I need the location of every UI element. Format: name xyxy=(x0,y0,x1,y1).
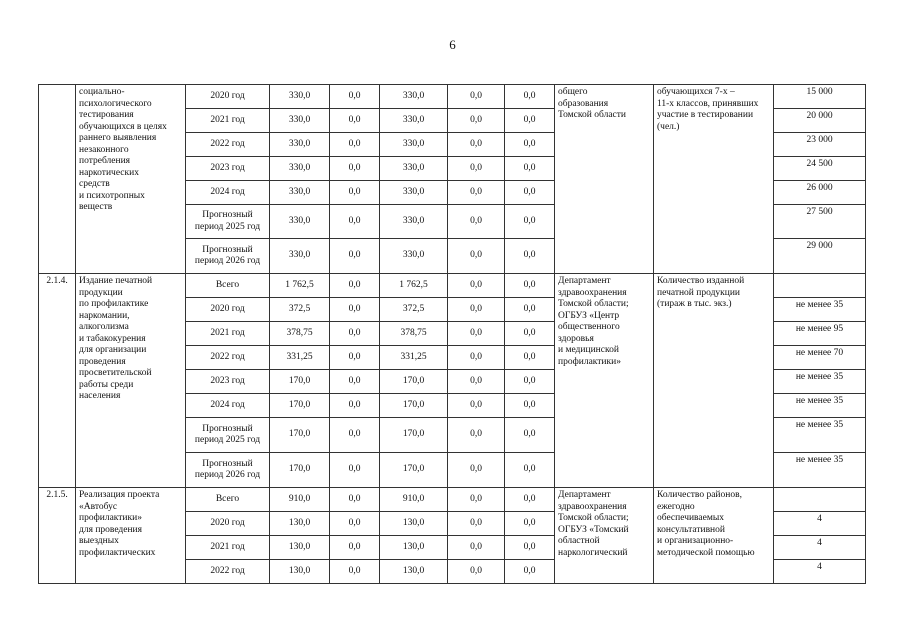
indicator-cell: Количество изданной печатной продукции (тираж в тыс. экз.) xyxy=(654,274,774,488)
period-cell: 2021 год xyxy=(186,536,270,560)
local-cell: 0,0 xyxy=(448,133,505,157)
federal-cell: 0,0 xyxy=(330,157,380,181)
regional-cell: 130,0 xyxy=(380,536,448,560)
indicator-value-cell: не менее 70 xyxy=(774,346,866,370)
total-cell: 170,0 xyxy=(270,394,330,418)
period-cell: 2021 год xyxy=(186,322,270,346)
total-cell: 170,0 xyxy=(270,418,330,453)
local-cell: 0,0 xyxy=(448,274,505,298)
period-cell: Всего xyxy=(186,274,270,298)
indicator-value-cell: не менее 95 xyxy=(774,322,866,346)
period-cell: 2021 год xyxy=(186,109,270,133)
extrabudget-cell: 0,0 xyxy=(505,298,555,322)
regional-cell: 330,0 xyxy=(380,109,448,133)
total-cell: 330,0 xyxy=(270,239,330,274)
local-cell: 0,0 xyxy=(448,205,505,239)
extrabudget-cell: 0,0 xyxy=(505,346,555,370)
extrabudget-cell: 0,0 xyxy=(505,488,555,512)
period-cell: 2024 год xyxy=(186,181,270,205)
indicator-value-cell: 24 500 xyxy=(774,157,866,181)
extrabudget-cell: 0,0 xyxy=(505,512,555,536)
executor-cell: Департамент здравоохранения Томской области; ОГБУЗ «Центр общественного здоровья и медицинской профилактики» xyxy=(555,274,654,488)
total-cell: 330,0 xyxy=(270,157,330,181)
extrabudget-cell: 0,0 xyxy=(505,205,555,239)
regional-cell: 170,0 xyxy=(380,453,448,488)
total-cell: 330,0 xyxy=(270,205,330,239)
federal-cell: 0,0 xyxy=(330,370,380,394)
period-cell: Всего xyxy=(186,488,270,512)
indicator-value-cell xyxy=(774,274,866,298)
extrabudget-cell: 0,0 xyxy=(505,453,555,488)
regional-cell: 170,0 xyxy=(380,394,448,418)
local-cell: 0,0 xyxy=(448,298,505,322)
extrabudget-cell: 0,0 xyxy=(505,536,555,560)
federal-cell: 0,0 xyxy=(330,394,380,418)
federal-cell: 0,0 xyxy=(330,274,380,298)
federal-cell: 0,0 xyxy=(330,109,380,133)
federal-cell: 0,0 xyxy=(330,298,380,322)
local-cell: 0,0 xyxy=(448,394,505,418)
regional-cell: 130,0 xyxy=(380,512,448,536)
regional-cell: 330,0 xyxy=(380,205,448,239)
indicator-value-cell: 23 000 xyxy=(774,133,866,157)
federal-cell: 0,0 xyxy=(330,239,380,274)
extrabudget-cell: 0,0 xyxy=(505,322,555,346)
total-cell: 378,75 xyxy=(270,322,330,346)
indicator-value-cell: 4 xyxy=(774,560,866,584)
federal-cell: 0,0 xyxy=(330,322,380,346)
total-cell: 372,5 xyxy=(270,298,330,322)
item-number xyxy=(39,85,76,274)
local-cell: 0,0 xyxy=(448,418,505,453)
period-cell: Прогнозный период 2025 год xyxy=(186,205,270,239)
indicator-value-cell: 26 000 xyxy=(774,181,866,205)
indicator-value-cell: 29 000 xyxy=(774,239,866,274)
indicator-value-cell xyxy=(774,488,866,512)
table-row xyxy=(39,488,866,512)
indicator-value-cell: не менее 35 xyxy=(774,370,866,394)
federal-cell: 0,0 xyxy=(330,453,380,488)
regional-cell: 330,0 xyxy=(380,157,448,181)
item-number: 2.1.5. xyxy=(39,488,76,584)
regional-cell: 330,0 xyxy=(380,85,448,109)
total-cell: 130,0 xyxy=(270,560,330,584)
period-cell: 2023 год xyxy=(186,370,270,394)
local-cell: 0,0 xyxy=(448,488,505,512)
regional-cell: 330,0 xyxy=(380,239,448,274)
extrabudget-cell: 0,0 xyxy=(505,370,555,394)
item-number: 2.1.4. xyxy=(39,274,76,488)
program-table xyxy=(38,84,866,584)
indicator-value-cell: 15 000 xyxy=(774,85,866,109)
period-cell: 2022 год xyxy=(186,133,270,157)
total-cell: 170,0 xyxy=(270,370,330,394)
total-cell: 330,0 xyxy=(270,181,330,205)
indicator-value-cell: не менее 35 xyxy=(774,394,866,418)
regional-cell: 130,0 xyxy=(380,560,448,584)
regional-cell: 372,5 xyxy=(380,298,448,322)
federal-cell: 0,0 xyxy=(330,205,380,239)
period-cell: Прогнозный период 2025 год xyxy=(186,418,270,453)
federal-cell: 0,0 xyxy=(330,512,380,536)
local-cell: 0,0 xyxy=(448,239,505,274)
regional-cell: 330,0 xyxy=(380,181,448,205)
federal-cell: 0,0 xyxy=(330,181,380,205)
federal-cell: 0,0 xyxy=(330,85,380,109)
indicator-value-cell: 20 000 xyxy=(774,109,866,133)
indicator-value-cell: 4 xyxy=(774,536,866,560)
period-cell: 2020 год xyxy=(186,512,270,536)
extrabudget-cell: 0,0 xyxy=(505,239,555,274)
local-cell: 0,0 xyxy=(448,157,505,181)
regional-cell: 170,0 xyxy=(380,370,448,394)
total-cell: 910,0 xyxy=(270,488,330,512)
regional-cell: 330,0 xyxy=(380,133,448,157)
regional-cell: 378,75 xyxy=(380,322,448,346)
total-cell: 130,0 xyxy=(270,536,330,560)
total-cell: 331,25 xyxy=(270,346,330,370)
period-cell: Прогнозный период 2026 год xyxy=(186,453,270,488)
indicator-cell: обучающихся 7-х – 11-х классов, принявших участие в тестировании (чел.) xyxy=(654,85,774,274)
executor-cell: общего образования Томской области xyxy=(555,85,654,274)
total-cell: 330,0 xyxy=(270,85,330,109)
total-cell: 130,0 xyxy=(270,512,330,536)
local-cell: 0,0 xyxy=(448,512,505,536)
extrabudget-cell: 0,0 xyxy=(505,394,555,418)
federal-cell: 0,0 xyxy=(330,536,380,560)
indicator-value-cell: не менее 35 xyxy=(774,298,866,322)
total-cell: 1 762,5 xyxy=(270,274,330,298)
period-cell: 2023 год xyxy=(186,157,270,181)
local-cell: 0,0 xyxy=(448,322,505,346)
extrabudget-cell: 0,0 xyxy=(505,157,555,181)
indicator-value-cell: 4 xyxy=(774,512,866,536)
extrabudget-cell: 0,0 xyxy=(505,560,555,584)
period-cell: 2022 год xyxy=(186,560,270,584)
extrabudget-cell: 0,0 xyxy=(505,85,555,109)
local-cell: 0,0 xyxy=(448,453,505,488)
federal-cell: 0,0 xyxy=(330,418,380,453)
period-cell: 2024 год xyxy=(186,394,270,418)
federal-cell: 0,0 xyxy=(330,560,380,584)
local-cell: 0,0 xyxy=(448,85,505,109)
table-row xyxy=(39,85,866,109)
local-cell: 0,0 xyxy=(448,560,505,584)
total-cell: 330,0 xyxy=(270,109,330,133)
local-cell: 0,0 xyxy=(448,370,505,394)
total-cell: 330,0 xyxy=(270,133,330,157)
period-cell: 2022 год xyxy=(186,346,270,370)
extrabudget-cell: 0,0 xyxy=(505,109,555,133)
regional-cell: 1 762,5 xyxy=(380,274,448,298)
indicator-cell: Количество районов, ежегодно обеспечиваемых консультативной и организационно- методической помощью xyxy=(654,488,774,584)
executor-cell: Департамент здравоохранения Томской области; ОГБУЗ «Томский областной наркологический xyxy=(555,488,654,584)
regional-cell: 331,25 xyxy=(380,346,448,370)
local-cell: 0,0 xyxy=(448,109,505,133)
item-name: Издание печатной продукции по профилактике наркомании, алкоголизма и табакокурения для организации проведения просветительской работы среди населения xyxy=(76,274,186,488)
total-cell: 170,0 xyxy=(270,453,330,488)
indicator-value-cell: 27 500 xyxy=(774,205,866,239)
item-name: социально- психологического тестирования обучающихся в целях раннего выявления незаконного потребления наркотических средств и психотропных веществ xyxy=(76,85,186,274)
indicator-value-cell: не менее 35 xyxy=(774,453,866,488)
local-cell: 0,0 xyxy=(448,181,505,205)
extrabudget-cell: 0,0 xyxy=(505,418,555,453)
extrabudget-cell: 0,0 xyxy=(505,133,555,157)
period-cell: 2020 год xyxy=(186,85,270,109)
page-number: 6 xyxy=(449,37,456,52)
indicator-value-cell: не менее 35 xyxy=(774,418,866,453)
period-cell: Прогнозный период 2026 год xyxy=(186,239,270,274)
extrabudget-cell: 0,0 xyxy=(505,181,555,205)
item-name: Реализация проекта «Автобус профилактики» для проведения выездных профилактических xyxy=(76,488,186,584)
table-body xyxy=(39,85,866,584)
federal-cell: 0,0 xyxy=(330,346,380,370)
period-cell: 2020 год xyxy=(186,298,270,322)
extrabudget-cell: 0,0 xyxy=(505,274,555,298)
local-cell: 0,0 xyxy=(448,346,505,370)
regional-cell: 910,0 xyxy=(380,488,448,512)
regional-cell: 170,0 xyxy=(380,418,448,453)
federal-cell: 0,0 xyxy=(330,488,380,512)
table-row xyxy=(39,274,866,298)
federal-cell: 0,0 xyxy=(330,133,380,157)
local-cell: 0,0 xyxy=(448,536,505,560)
